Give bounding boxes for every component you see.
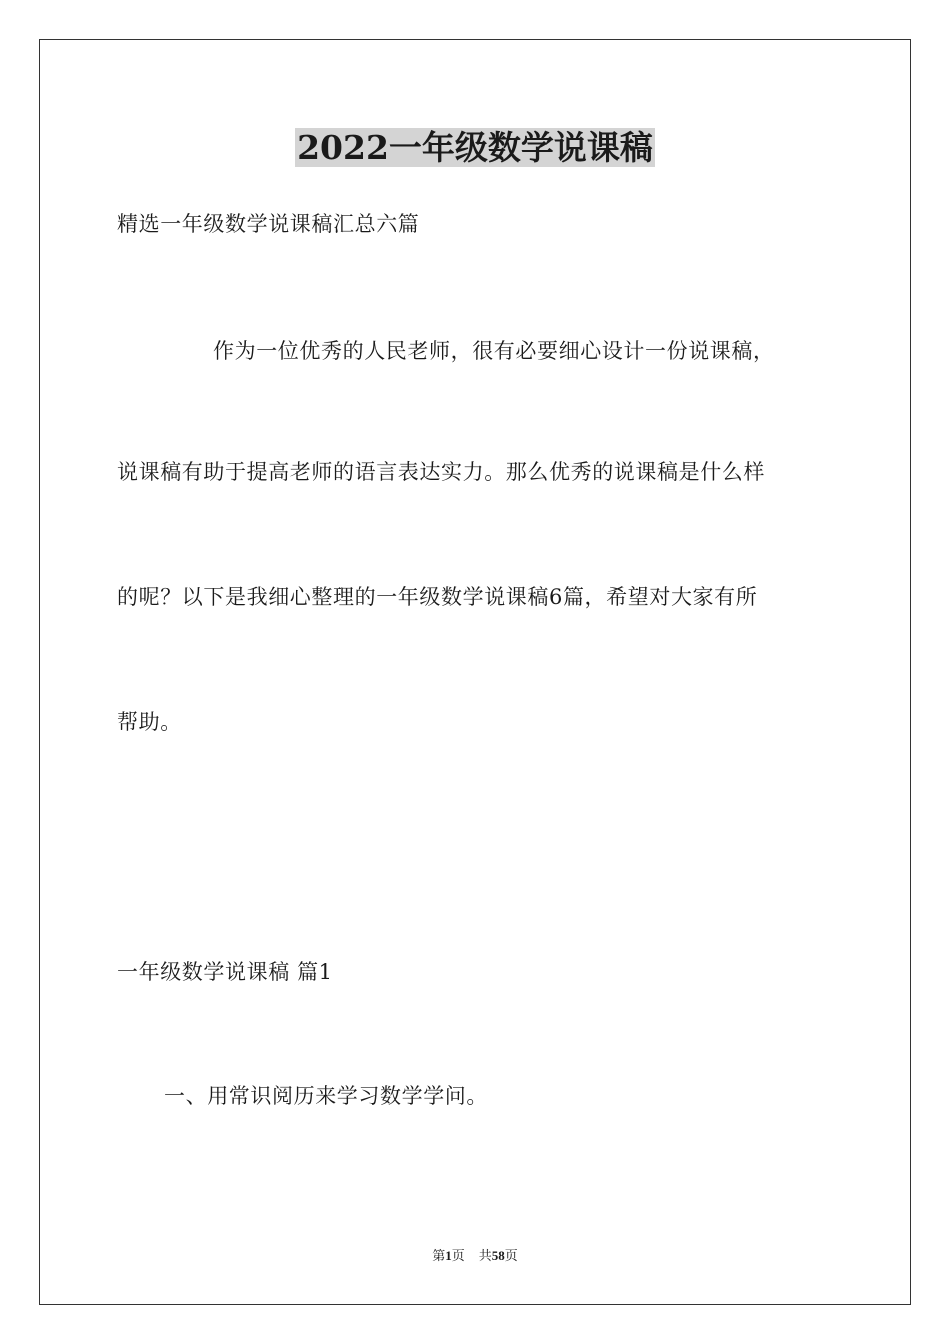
section-heading: 一年级数学说课稿 篇1	[117, 960, 333, 984]
intro-line-1: 作为一位优秀的人民老师，很有必要细心设计一份说课稿，	[213, 339, 775, 363]
document-title	[0, 126, 950, 170]
document-title-text: 2022一年级数学说课稿	[297, 128, 653, 167]
section-first-line: 一、用常识阅历来学习数学学问。	[164, 1084, 488, 1108]
footer-total-prefix: 共	[478, 1248, 492, 1263]
footer-page-suffix: 页	[451, 1248, 465, 1263]
document-subtitle: 精选一年级数学说课稿汇总六篇	[117, 212, 420, 236]
footer-total-suffix: 页	[504, 1248, 518, 1263]
footer-page-number: 1	[445, 1248, 452, 1263]
footer-page-prefix: 第	[432, 1248, 446, 1263]
intro-line-2: 说课稿有助于提高老师的语言表达实力。那么优秀的说课稿是什么样	[117, 460, 765, 484]
intro-line-3: 的呢？以下是我细心整理的一年级数学说课稿6篇，希望对大家有所	[117, 585, 758, 609]
page-footer	[0, 1247, 950, 1265]
intro-line-4: 帮助。	[117, 710, 182, 734]
footer-total-pages: 58	[491, 1248, 505, 1263]
